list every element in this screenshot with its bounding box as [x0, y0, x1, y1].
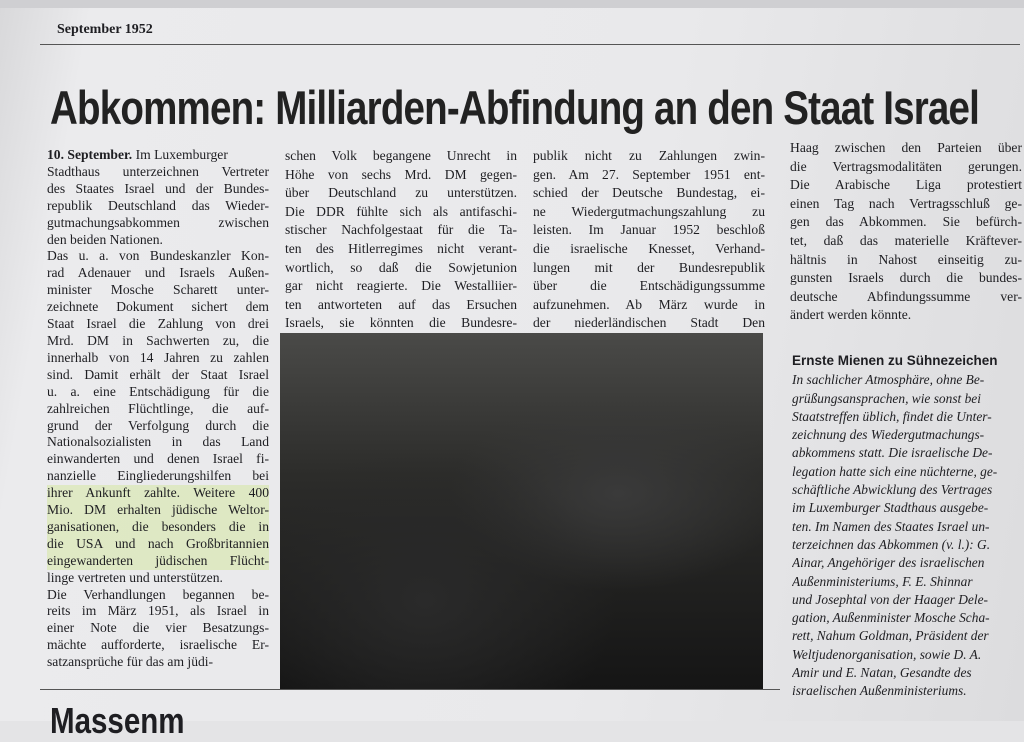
lead-text: Im Luxemburger [132, 147, 228, 162]
caption-line: zeichnung des Wiedergutmachungs- [792, 427, 985, 443]
caption-line: gation, Außenminister Mosche Scha- [792, 610, 990, 626]
text-line: gar nicht reagierte. Die Westalliier- [285, 278, 517, 294]
text-line: u. a. eine Entschädigung für die [47, 383, 269, 399]
article-column-2 [285, 147, 517, 333]
caption-line: im Luxemburger Stadthaus ausgebe- [792, 500, 989, 516]
page-edge [0, 0, 1024, 8]
caption-line: In sachlicher Atmosphäre, ohne Be- [792, 372, 985, 388]
text-line: lungen mit der Bundesrepublik [533, 259, 765, 275]
text-line: deutsche Abfindungssumme ver- [790, 288, 1022, 304]
text-line: gutmachungsabkommen zwischen [47, 214, 269, 230]
text-line: über Deutschland zu unterstützen. [285, 185, 517, 201]
text-line: Die Arabische Liga protestiert [790, 177, 1022, 193]
text-line: publik nicht zu Zahlungen zwin- [533, 148, 765, 163]
text-line: minister Mosche Scharett unter- [47, 282, 269, 298]
caption-title: Ernste Mienen zu Sühnezeichen [792, 353, 998, 368]
text-line: eingewanderten jüdischen Flücht- [47, 552, 269, 568]
article-column-3 [533, 147, 765, 333]
caption-line: ten. Im Namen des Staates Israel un- [792, 518, 990, 534]
text-line: ändert werden könnte. [790, 307, 912, 323]
text-line: die USA und nach Großbritannien [47, 535, 269, 551]
historical-photo-signing [280, 333, 763, 690]
text-line: Mrd. DM in Sachwerten zu, die [47, 332, 269, 348]
text-line: ganisationen, die besonders die in [47, 518, 269, 534]
text-line: gen das Abkommen. Sie befürch- [790, 214, 1022, 230]
text-line: tet, daß das materielle Kräftever- [790, 232, 1022, 248]
text-line: zeichnete Dokument sichert dem [47, 299, 269, 315]
text-line: satzansprüche für das am jüdi- [47, 654, 214, 670]
text-line: Höhe von sechs Mrd. DM gegen- [285, 166, 517, 182]
text-line: gunsten Israels durch die bundes- [790, 270, 1022, 286]
text-line: mächte aufforderte, israelische Er- [47, 637, 269, 653]
caption-line: abkommens statt. Die israelische De- [792, 445, 993, 461]
text-line: einwanderten und denen Israel fi- [47, 451, 269, 467]
text-line: schen Volk begangene Unrecht in [285, 148, 517, 163]
next-article-title: Massenm [50, 700, 185, 741]
text-line: innerhalb von 14 Jahren zu zahlen [47, 349, 269, 365]
caption-line: Amir und E. Natan, Gesandte des [792, 665, 972, 681]
caption-line: legation hatte sich eine nüchterne, ge- [792, 463, 998, 479]
caption-line: grüßungsansprachen, wie sonst bei [792, 390, 981, 406]
text-line: über die Entschädigungssumme [533, 278, 765, 294]
article-column-1 [47, 147, 269, 671]
text-line: der niederländischen Stadt Den [533, 315, 765, 331]
text-line: Das u. a. von Bundeskanzler Kon- [47, 248, 269, 264]
text-line: hältnis in Nahost einseitig zu- [790, 251, 1022, 267]
text-line: Stadthaus unterzeichnen Vertreter [47, 163, 269, 179]
text-line: ihrer Ankunft zahlte. Weitere 400 [47, 485, 269, 501]
page-date: September 1952 [57, 22, 153, 37]
bottom-rule [40, 689, 780, 690]
text-line [47, 147, 269, 164]
caption-line: Ainar, Angehöriger des israelischen [792, 555, 985, 571]
text-line: wortlich, so daß die Sowjetunion [285, 259, 517, 275]
text-line: Nationalsozialisten in das Land [47, 434, 269, 450]
lead-date: 10. September. [47, 147, 133, 162]
text-line: reits im März 1951, als Israel in [47, 603, 269, 619]
caption-line: Außenministeriums, F. E. Shinnar [792, 573, 973, 589]
article-column-4 [790, 139, 1022, 325]
text-line: einer Note die vier Besatzungs- [47, 620, 269, 636]
text-line: Die Verhandlungen begannen be- [47, 586, 269, 602]
text-line: den beiden Nationen. [47, 231, 163, 247]
article-title: Abkommen: Milliarden-Abfindung an den Staat Israel [50, 81, 980, 134]
text-line: Staat Israel die Zahlung von drei [47, 316, 269, 332]
text-line: Die DDR fühlte sich als antifaschi- [285, 203, 517, 219]
text-line: ten des Hitlerregimes nicht verant- [285, 240, 517, 256]
text-line: Israels, sie könnten die Bundesre- [285, 315, 517, 331]
caption-line: terzeichnen das Abkommen (v. l.): G. [792, 536, 991, 552]
caption-line: Staatstreffen üblich, findet die Unter- [792, 408, 992, 424]
text-line: linge vertreten und unterstützen. [47, 569, 223, 585]
caption-line: und Josephtal von der Haager Dele- [792, 591, 988, 607]
text-line: republik Deutschland das Wieder- [47, 197, 269, 213]
text-line: rad Adenauer und Israels Außen- [47, 265, 269, 281]
text-line: ne Wiedergutmachungszahlung zu [533, 203, 765, 219]
text-line: des Staates Israel und der Bundes- [47, 180, 269, 196]
text-line: stischer Nachfolgestaat für die Ta- [285, 222, 517, 238]
caption-line: israelischen Außenministeriums. [792, 683, 967, 699]
text-line: schied der Deutsche Bundestag, ei- [533, 185, 765, 201]
text-line: zahlreichen Flüchtlinge, die auf- [47, 400, 269, 416]
text-line: die israelische Knesset, Verhand- [533, 240, 765, 256]
text-line: sind. Damit erhält der Staat Israel [47, 366, 269, 382]
caption-line: Weltjudenorganisation, sowie D. A. [792, 646, 982, 662]
text-line: ten antworteten auf das Ersuchen [285, 296, 517, 312]
text-line: nanzielle Eingliederungshilfen bei [47, 468, 269, 484]
caption-line: rett, Nahum Goldman, Präsident der [792, 628, 989, 644]
text-line: die Vertragsmodalitäten gerungen. [790, 158, 1022, 174]
text-line: aufzunehmen. Ab März wurde in [533, 296, 765, 312]
photo-caption [792, 352, 1024, 701]
text-line: gen. Am 27. September 1951 ent- [533, 166, 765, 182]
text-line: Mio. DM erhalten jüdische Weltor- [47, 502, 269, 518]
text-line: einen Tag nach Vertragsschluß ge- [790, 195, 1022, 211]
text-line: grund der Verfolgung durch die [47, 417, 269, 433]
text-line: Haag zwischen den Parteien über [790, 140, 1022, 155]
caption-line: schäftliche Abwicklung des Vertrages [792, 482, 993, 498]
text-line: leisten. Im Januar 1952 beschloß [533, 222, 765, 238]
header-rule [40, 44, 1020, 45]
